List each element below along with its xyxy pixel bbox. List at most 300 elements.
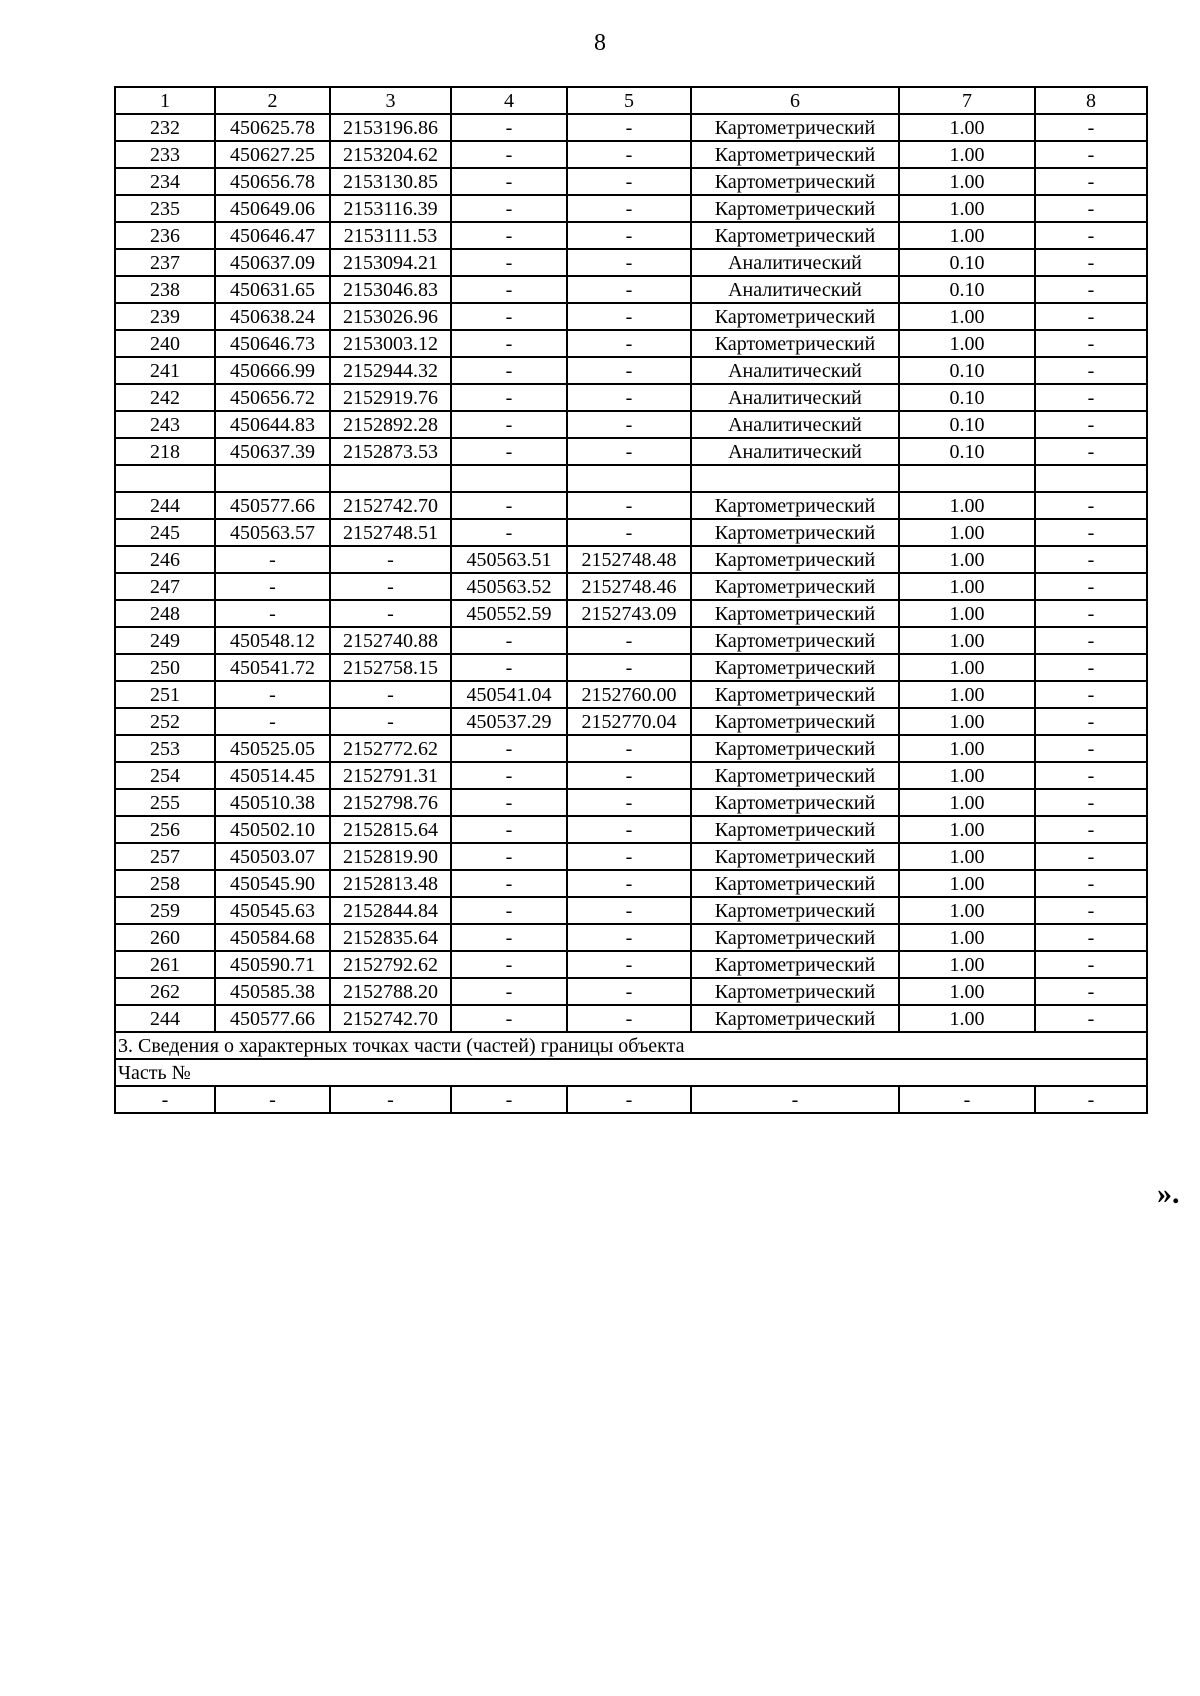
description-cell: - [1035,627,1147,654]
y-new-cell: - [567,627,691,654]
y-new-cell: - [567,195,691,222]
table-row [115,843,1147,870]
table-row [115,276,1147,303]
y-coordinate-cell: 2152740.88 [330,627,451,654]
table-row [115,897,1147,924]
empty-part-cell: - [899,1086,1035,1113]
method-cell: Картометрический [691,654,899,681]
y-new-cell: - [567,438,691,465]
column-number: 1 [115,87,215,114]
x-new-cell: - [451,978,567,1005]
y-coordinate-cell: 2153130.85 [330,168,451,195]
y-coordinate-cell: 2153046.83 [330,276,451,303]
description-cell: - [1035,681,1147,708]
table-row [115,141,1147,168]
y-new-cell: - [567,384,691,411]
accuracy-cell: 1.00 [899,168,1035,195]
x-new-cell: - [451,492,567,519]
x-coordinate-cell: - [215,600,330,627]
x-new-cell: - [451,195,567,222]
y-coordinate-cell: 2152742.70 [330,1005,451,1032]
y-coordinate-cell: - [330,681,451,708]
method-cell: Картометрический [691,1005,899,1032]
x-coordinate-cell: 450503.07 [215,843,330,870]
point-number-cell: 258 [115,870,215,897]
accuracy-cell: 1.00 [899,195,1035,222]
point-number-cell: 239 [115,303,215,330]
y-coordinate-cell: 2152844.84 [330,897,451,924]
description-cell: - [1035,546,1147,573]
description-cell: - [1035,168,1147,195]
x-coordinate-cell: 450545.63 [215,897,330,924]
y-new-cell: - [567,897,691,924]
x-new-cell: 450563.51 [451,546,567,573]
x-coordinate-cell: - [215,546,330,573]
accuracy-cell: 1.00 [899,492,1035,519]
description-cell: - [1035,438,1147,465]
x-new-cell: - [451,438,567,465]
table-row [115,195,1147,222]
x-new-cell: - [451,357,567,384]
table-row [115,654,1147,681]
x-new-cell: - [451,843,567,870]
x-new-cell: - [451,519,567,546]
table-row [115,546,1147,573]
x-new-cell: - [451,789,567,816]
accuracy-cell: 0.10 [899,276,1035,303]
x-new-cell [451,465,567,492]
description-cell: - [1035,249,1147,276]
method-cell: Картометрический [691,627,899,654]
accuracy-cell: 1.00 [899,735,1035,762]
description-cell: - [1035,789,1147,816]
description-cell: - [1035,708,1147,735]
description-cell: - [1035,357,1147,384]
y-new-cell: - [567,141,691,168]
table-row [115,708,1147,735]
method-cell: Картометрический [691,573,899,600]
empty-part-cell: - [215,1086,330,1113]
accuracy-cell: 1.00 [899,330,1035,357]
column-number: 2 [215,87,330,114]
y-coordinate-cell: 2153116.39 [330,195,451,222]
x-new-cell: 450541.04 [451,681,567,708]
method-cell: Аналитический [691,357,899,384]
closing-quote-mark: ». [1157,1177,1180,1210]
method-cell: Аналитический [691,411,899,438]
x-coordinate-cell: 450502.10 [215,816,330,843]
x-new-cell: - [451,411,567,438]
y-new-cell: 2152748.46 [567,573,691,600]
x-coordinate-cell: - [215,573,330,600]
x-new-cell: 450563.52 [451,573,567,600]
x-coordinate-cell: 450631.65 [215,276,330,303]
x-new-cell: 450552.59 [451,600,567,627]
x-coordinate-cell: - [215,681,330,708]
part-label: Часть № [115,1059,1147,1086]
description-cell: - [1035,141,1147,168]
y-new-cell: - [567,330,691,357]
column-number: 7 [899,87,1035,114]
table-row [115,168,1147,195]
accuracy-cell: 1.00 [899,627,1035,654]
accuracy-cell [899,465,1035,492]
accuracy-cell: 1.00 [899,303,1035,330]
y-coordinate-cell: 2153111.53 [330,222,451,249]
table-row [115,249,1147,276]
method-cell: Картометрический [691,168,899,195]
y-coordinate-cell: 2152919.76 [330,384,451,411]
method-cell: Картометрический [691,870,899,897]
x-new-cell: - [451,897,567,924]
method-cell: Картометрический [691,789,899,816]
x-new-cell: 450537.29 [451,708,567,735]
point-number-cell: 242 [115,384,215,411]
x-new-cell: - [451,951,567,978]
table-row [115,735,1147,762]
description-cell: - [1035,573,1147,600]
point-number-cell [115,465,215,492]
point-number-cell: 247 [115,573,215,600]
y-new-cell: - [567,222,691,249]
method-cell: Картометрический [691,816,899,843]
table-row [115,600,1147,627]
x-coordinate-cell: 450514.45 [215,762,330,789]
method-cell: Картометрический [691,951,899,978]
description-cell: - [1035,1005,1147,1032]
point-number-cell: 240 [115,330,215,357]
method-cell: Картометрический [691,330,899,357]
x-new-cell: - [451,249,567,276]
description-cell: - [1035,330,1147,357]
x-coordinate-cell: 450656.72 [215,384,330,411]
table-row [115,870,1147,897]
accuracy-cell: 1.00 [899,708,1035,735]
x-coordinate-cell: 450577.66 [215,1005,330,1032]
x-coordinate-cell: 450590.71 [215,951,330,978]
point-number-cell: 256 [115,816,215,843]
column-number: 8 [1035,87,1147,114]
point-number-cell: 257 [115,843,215,870]
table-body [115,87,1147,1113]
point-number-cell: 250 [115,654,215,681]
y-new-cell [567,465,691,492]
method-cell: Аналитический [691,276,899,303]
accuracy-cell: 1.00 [899,573,1035,600]
x-coordinate-cell: 450584.68 [215,924,330,951]
table-row [115,411,1147,438]
accuracy-cell: 1.00 [899,600,1035,627]
y-coordinate-cell: 2152742.70 [330,492,451,519]
point-number-cell: 260 [115,924,215,951]
page-number: 8 [594,30,606,56]
description-cell: - [1035,951,1147,978]
y-coordinate-cell: 2153196.86 [330,114,451,141]
x-coordinate-cell: 450545.90 [215,870,330,897]
x-new-cell: - [451,627,567,654]
x-coordinate-cell: 450577.66 [215,492,330,519]
point-number-cell: 232 [115,114,215,141]
x-coordinate-cell: 450637.39 [215,438,330,465]
y-coordinate-cell: - [330,573,451,600]
x-new-cell: - [451,330,567,357]
point-number-cell: 235 [115,195,215,222]
description-cell: - [1035,978,1147,1005]
point-number-cell: 253 [115,735,215,762]
method-cell: Картометрический [691,735,899,762]
accuracy-cell: 1.00 [899,681,1035,708]
y-new-cell: - [567,1005,691,1032]
description-cell: - [1035,384,1147,411]
y-coordinate-cell: 2153094.21 [330,249,451,276]
table-row [115,519,1147,546]
y-coordinate-cell: 2153204.62 [330,141,451,168]
description-cell: - [1035,600,1147,627]
point-number-cell: 248 [115,600,215,627]
y-coordinate-cell: - [330,708,451,735]
y-new-cell: - [567,951,691,978]
x-coordinate-cell [215,465,330,492]
description-cell: - [1035,195,1147,222]
y-new-cell: 2152748.48 [567,546,691,573]
x-coordinate-cell: 450637.09 [215,249,330,276]
method-cell: Картометрический [691,546,899,573]
method-cell: Картометрический [691,924,899,951]
y-coordinate-cell: 2152835.64 [330,924,451,951]
y-coordinate-cell: 2152791.31 [330,762,451,789]
point-number-cell: 218 [115,438,215,465]
accuracy-cell: 1.00 [899,654,1035,681]
y-coordinate-cell: 2152892.28 [330,411,451,438]
accuracy-cell: 1.00 [899,978,1035,1005]
accuracy-cell: 1.00 [899,519,1035,546]
table-row [115,789,1147,816]
table-row [115,438,1147,465]
point-number-cell: 241 [115,357,215,384]
x-new-cell: - [451,816,567,843]
method-cell: Картометрический [691,114,899,141]
x-new-cell: - [451,222,567,249]
section-title: 3. Сведения о характерных точках части (частей) границы объекта [115,1032,1147,1059]
x-coordinate-cell: 450627.25 [215,141,330,168]
method-cell: Картометрический [691,762,899,789]
table-row [115,924,1147,951]
description-cell: - [1035,303,1147,330]
y-new-cell: - [567,735,691,762]
x-coordinate-cell: 450541.72 [215,654,330,681]
accuracy-cell: 1.00 [899,114,1035,141]
method-cell: Картометрический [691,303,899,330]
method-cell: Аналитический [691,384,899,411]
table-row [115,384,1147,411]
method-cell: Картометрический [691,681,899,708]
x-new-cell: - [451,1005,567,1032]
accuracy-cell: 1.00 [899,1005,1035,1032]
y-new-cell: - [567,276,691,303]
accuracy-cell: 1.00 [899,546,1035,573]
x-coordinate-cell: 450625.78 [215,114,330,141]
method-cell: Картометрический [691,222,899,249]
y-coordinate-cell: 2153003.12 [330,330,451,357]
point-number-cell: 252 [115,708,215,735]
accuracy-cell: 1.00 [899,843,1035,870]
x-coordinate-cell: 450649.06 [215,195,330,222]
y-coordinate-cell: 2153026.96 [330,303,451,330]
x-coordinate-cell: 450646.47 [215,222,330,249]
y-new-cell: - [567,114,691,141]
y-new-cell: - [567,492,691,519]
empty-part-cell: - [330,1086,451,1113]
y-new-cell: - [567,789,691,816]
point-number-cell: 244 [115,1005,215,1032]
description-cell: - [1035,411,1147,438]
section-title-row [115,1032,1147,1059]
point-number-cell: 234 [115,168,215,195]
x-new-cell: - [451,735,567,762]
accuracy-cell: 1.00 [899,816,1035,843]
accuracy-cell: 1.00 [899,141,1035,168]
x-new-cell: - [451,924,567,951]
empty-part-cell: - [451,1086,567,1113]
table-row [115,330,1147,357]
method-cell: Картометрический [691,897,899,924]
empty-part-row [115,1086,1147,1113]
description-cell: - [1035,816,1147,843]
accuracy-cell: 1.00 [899,897,1035,924]
table-row [115,1005,1147,1032]
accuracy-cell: 1.00 [899,951,1035,978]
y-coordinate-cell: 2152758.15 [330,654,451,681]
table-row [115,978,1147,1005]
accuracy-cell: 1.00 [899,924,1035,951]
accuracy-cell: 0.10 [899,357,1035,384]
method-cell: Аналитический [691,438,899,465]
table-row [115,114,1147,141]
y-new-cell: - [567,870,691,897]
description-cell: - [1035,519,1147,546]
x-new-cell: - [451,384,567,411]
y-new-cell: - [567,654,691,681]
y-new-cell: - [567,411,691,438]
accuracy-cell: 0.10 [899,411,1035,438]
x-coordinate-cell: 450656.78 [215,168,330,195]
accuracy-cell: 0.10 [899,384,1035,411]
x-coordinate-cell: 450644.83 [215,411,330,438]
description-cell: - [1035,762,1147,789]
y-coordinate-cell: 2152748.51 [330,519,451,546]
point-number-cell: 238 [115,276,215,303]
y-new-cell: - [567,843,691,870]
y-new-cell: 2152743.09 [567,600,691,627]
y-new-cell: 2152760.00 [567,681,691,708]
y-new-cell: - [567,303,691,330]
y-new-cell: - [567,168,691,195]
coordinates-table-container [114,86,1148,1114]
description-cell: - [1035,114,1147,141]
method-cell: Аналитический [691,249,899,276]
y-coordinate-cell: 2152815.64 [330,816,451,843]
y-coordinate-cell: 2152798.76 [330,789,451,816]
method-cell: Картометрический [691,141,899,168]
point-number-cell: 237 [115,249,215,276]
y-new-cell: - [567,762,691,789]
y-new-cell: - [567,519,691,546]
table-row [115,627,1147,654]
x-coordinate-cell: 450646.73 [215,330,330,357]
point-number-cell: 254 [115,762,215,789]
x-coordinate-cell: 450510.38 [215,789,330,816]
x-coordinate-cell: - [215,708,330,735]
method-cell: Картометрический [691,600,899,627]
point-number-cell: 246 [115,546,215,573]
column-number: 6 [691,87,899,114]
x-coordinate-cell: 450585.38 [215,978,330,1005]
description-cell: - [1035,492,1147,519]
empty-part-cell: - [567,1086,691,1113]
x-coordinate-cell: 450525.05 [215,735,330,762]
x-new-cell: - [451,762,567,789]
part-label-row [115,1059,1147,1086]
table-row [115,492,1147,519]
y-coordinate-cell: 2152944.32 [330,357,451,384]
y-new-cell: - [567,978,691,1005]
column-number: 3 [330,87,451,114]
x-new-cell: - [451,870,567,897]
empty-part-cell: - [1035,1086,1147,1113]
point-number-cell: 245 [115,519,215,546]
table-row [115,303,1147,330]
y-coordinate-cell: - [330,600,451,627]
y-coordinate-cell: 2152792.62 [330,951,451,978]
description-cell: - [1035,924,1147,951]
table-row [115,465,1147,492]
y-coordinate-cell [330,465,451,492]
y-new-cell: 2152770.04 [567,708,691,735]
empty-part-cell: - [691,1086,899,1113]
method-cell: Картометрический [691,195,899,222]
point-number-cell: 259 [115,897,215,924]
point-number-cell: 244 [115,492,215,519]
accuracy-cell: 1.00 [899,870,1035,897]
description-cell: - [1035,276,1147,303]
x-new-cell: - [451,141,567,168]
method-cell: Картометрический [691,978,899,1005]
table-row [115,681,1147,708]
method-cell: Картометрический [691,708,899,735]
table-row [115,573,1147,600]
column-number-row [115,87,1147,114]
table-row [115,222,1147,249]
x-coordinate-cell: 450548.12 [215,627,330,654]
method-cell: Картометрический [691,492,899,519]
y-new-cell: - [567,249,691,276]
table-row [115,762,1147,789]
description-cell: - [1035,654,1147,681]
accuracy-cell: 1.00 [899,789,1035,816]
x-coordinate-cell: 450666.99 [215,357,330,384]
x-coordinate-cell: 450638.24 [215,303,330,330]
description-cell: - [1035,735,1147,762]
point-number-cell: 249 [115,627,215,654]
column-number: 5 [567,87,691,114]
point-number-cell: 262 [115,978,215,1005]
y-new-cell: - [567,924,691,951]
description-cell: - [1035,222,1147,249]
description-cell [1035,465,1147,492]
table-row [115,951,1147,978]
table-row [115,357,1147,384]
y-coordinate-cell: 2152772.62 [330,735,451,762]
